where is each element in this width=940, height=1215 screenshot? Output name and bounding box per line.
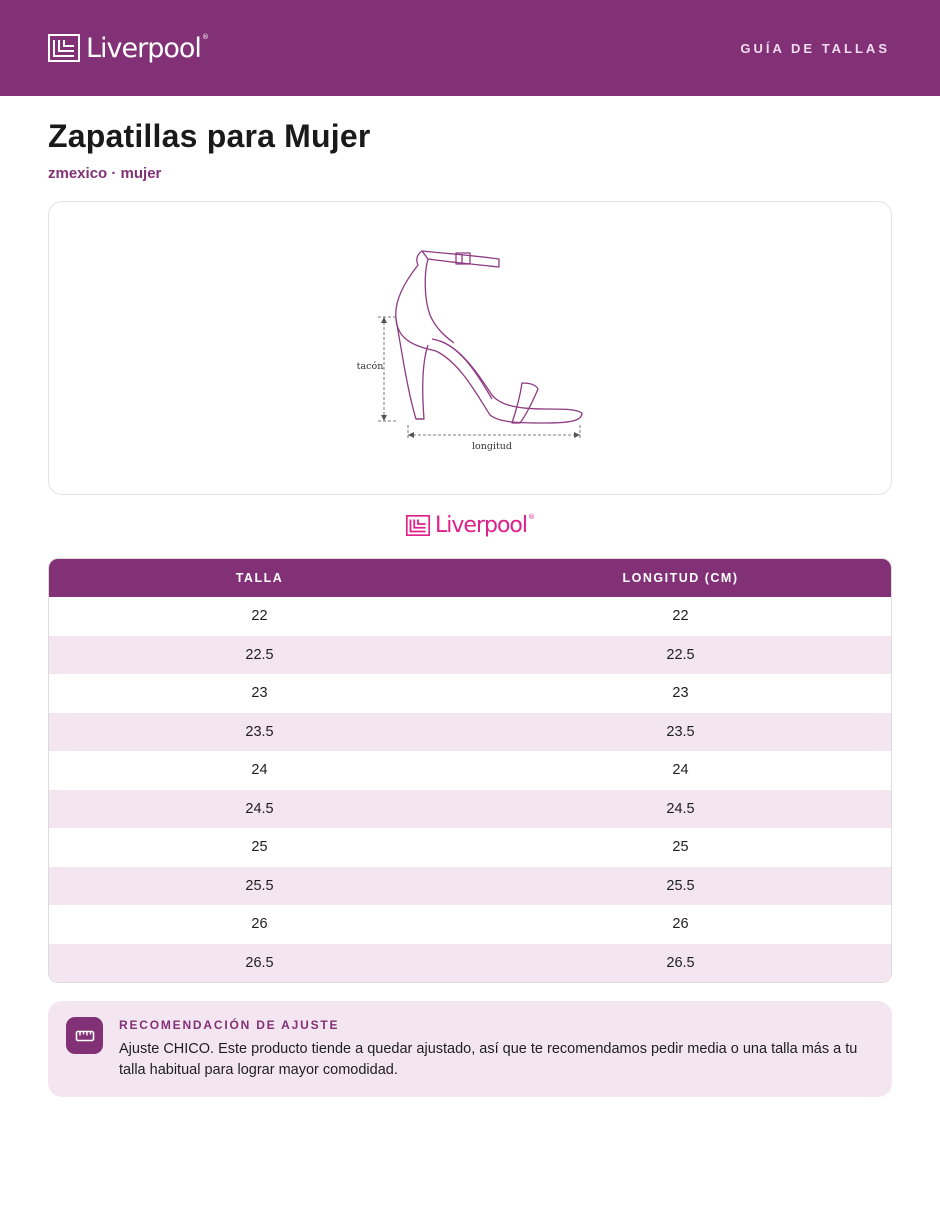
- fit-recommendation: [48, 1001, 892, 1097]
- table-row: [49, 713, 891, 752]
- fit-recommendation-body: [119, 1017, 872, 1081]
- length-cell: 24.5: [666, 800, 695, 817]
- brand-mark-text: Liverpool®: [435, 513, 534, 538]
- size-cell: 22.5: [245, 646, 274, 663]
- brand-mark: [48, 513, 892, 538]
- table-row: [49, 867, 891, 906]
- size-table: [48, 558, 892, 983]
- length-cell: 23.5: [666, 723, 695, 740]
- page-subtitle: zmexico · mujer: [48, 165, 162, 182]
- size-cell: 24.5: [245, 800, 274, 817]
- column-header-length: LONGITUD (CM): [622, 571, 739, 585]
- size-cell: 23: [251, 685, 268, 702]
- size-cell: 26.5: [245, 954, 274, 971]
- table-row: [49, 790, 891, 829]
- length-cell: 24: [672, 762, 689, 779]
- table-row: [49, 597, 891, 636]
- fit-recommendation-title: RECOMENDACIÓN DE AJUSTE: [119, 1018, 340, 1032]
- size-cell: 23.5: [245, 723, 274, 740]
- heel-label: tacón: [356, 361, 384, 372]
- length-cell: 26: [672, 916, 689, 933]
- column-header-size: TALLA: [235, 571, 284, 585]
- size-table-header: [49, 559, 891, 597]
- length-cell: 22: [672, 608, 689, 625]
- liverpool-logo[interactable]: [48, 33, 208, 64]
- shoe-diagram-card: [48, 201, 892, 495]
- size-cell: 25.5: [245, 877, 274, 894]
- table-row: [49, 828, 891, 867]
- ruler-icon: [66, 1017, 103, 1054]
- length-cell: 25.5: [666, 877, 695, 894]
- size-cell: 25: [251, 839, 268, 856]
- liverpool-logo-text: Liverpool®: [86, 32, 208, 64]
- fit-recommendation-text: Ajuste CHICO. Este producto tiende a quedar ajustado, así que te recomendamos pedir media o una talla más a tu talla habitual para lograr mayor comodidad.: [119, 1041, 858, 1078]
- length-cell: 23: [672, 685, 689, 702]
- length-cell: 26.5: [666, 954, 695, 971]
- length-label: longitud: [471, 441, 513, 452]
- heel-sandal-diagram: [350, 243, 590, 453]
- table-row: [49, 674, 891, 713]
- length-cell: 22.5: [666, 646, 695, 663]
- liverpool-pink-logo-icon: [406, 515, 430, 536]
- length-cell: 25: [672, 839, 689, 856]
- size-cell: 22: [251, 608, 268, 625]
- page-header: [0, 0, 940, 96]
- table-row: [49, 636, 891, 675]
- size-guide-link[interactable]: GUÍA DE TALLAS: [740, 40, 890, 56]
- page-title: Zapatillas para Mujer: [48, 118, 371, 154]
- main-content: [0, 118, 940, 1097]
- table-row: [49, 905, 891, 944]
- size-cell: 26: [251, 916, 268, 933]
- table-row: [49, 751, 891, 790]
- liverpool-logo-icon: [48, 34, 80, 62]
- size-cell: 24: [251, 762, 268, 779]
- table-row: [49, 944, 891, 983]
